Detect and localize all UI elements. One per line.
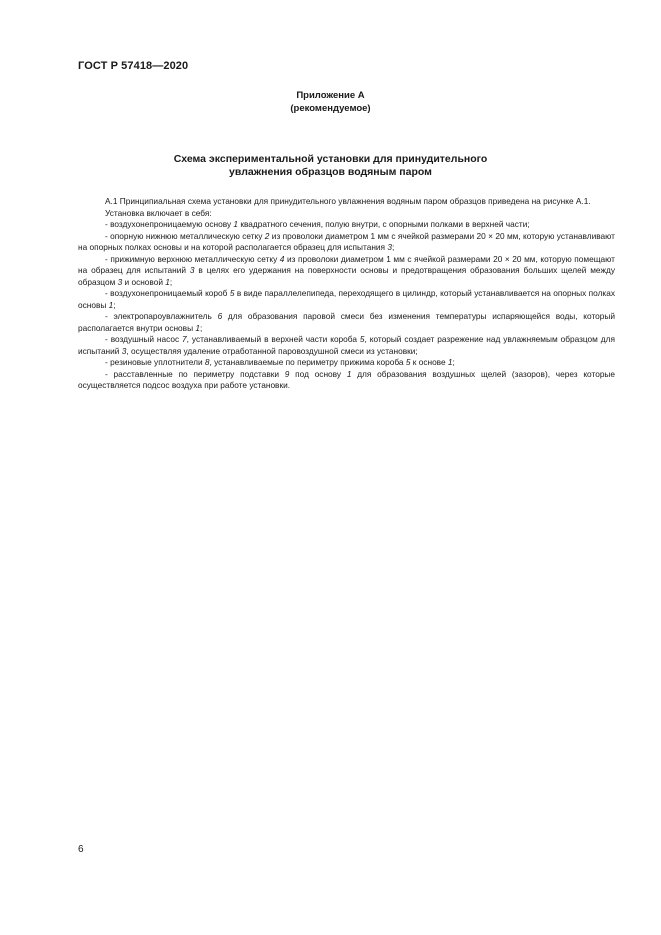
page-number: 6 [78, 844, 84, 855]
list-item: - воздухонепроницаемый короб 5 в виде параллелепипеда, переходящего в цилиндр, который устанавливается на опорных полках основы 1; [78, 288, 615, 310]
section-title [0, 153, 661, 179]
appendix-type: (рекомендуемое) [290, 102, 371, 114]
paragraph-intro: Установка включает в себя: [105, 207, 212, 218]
appendix-heading [0, 90, 661, 115]
list-item: - расставленные по периметру подставки 9 под основу 1 для образования воздушных щелей (зазоров), через которые осуществляется подсос воздуха при работе установки. [78, 368, 616, 390]
appendix-title: Приложение А [296, 90, 365, 101]
section-title-line-2: увлажнения образцов водяным паром [229, 166, 432, 178]
paragraph-a1: А.1 Принципиальная схема установки для принудительного увлажнения водяным паром образцов приведена на рисунке А.1. [105, 196, 591, 206]
document-header: ГОСТ Р 57418—2020 [78, 60, 189, 72]
body-text [78, 196, 615, 392]
section-title-line-1: Схема экспериментальной установки для принудительного [173, 153, 488, 165]
list-item: - резиновые уплотнители 8, устанавливаемые по периметру прижима короба 5 к основе 1; [105, 357, 455, 367]
list-item: - прижимную верхнюю металлическую сетку 4 из проволоки диаметром 1 мм с ячейкой размерами 20 × 20 мм, которую помещают на образец для испытаний 3 в целях его удержания на поверхности основы и предотвращения образования больших щелей между образцом 3 и основой 1; [78, 253, 615, 287]
list-item: - воздухонепроницаемую основу 1 квадратного сечения, полую внутри, с опорными полками в верхней части; [105, 219, 530, 229]
list-item: - воздушный насос 7, устанавливаемый в верхней части короба 5, который создает разрежение над увлажняемым образцом для испытаний 3, осуществляя удаление отработанной паровоздушной смеси из установки; [78, 334, 615, 356]
list-item: - электропароувлажнитель 6 для образования паровой смеси без изменения температуры испаряющейся воды, который располагается внутри основы 1; [78, 311, 615, 333]
list-item: - опорную нижнюю металлическую сетку 2 из проволоки диаметром 1 мм с ячейкой размерами 20 × 20 мм, которую устанавливают на опорных полках основы и на которой располагается образец для испытания 3; [78, 230, 615, 252]
